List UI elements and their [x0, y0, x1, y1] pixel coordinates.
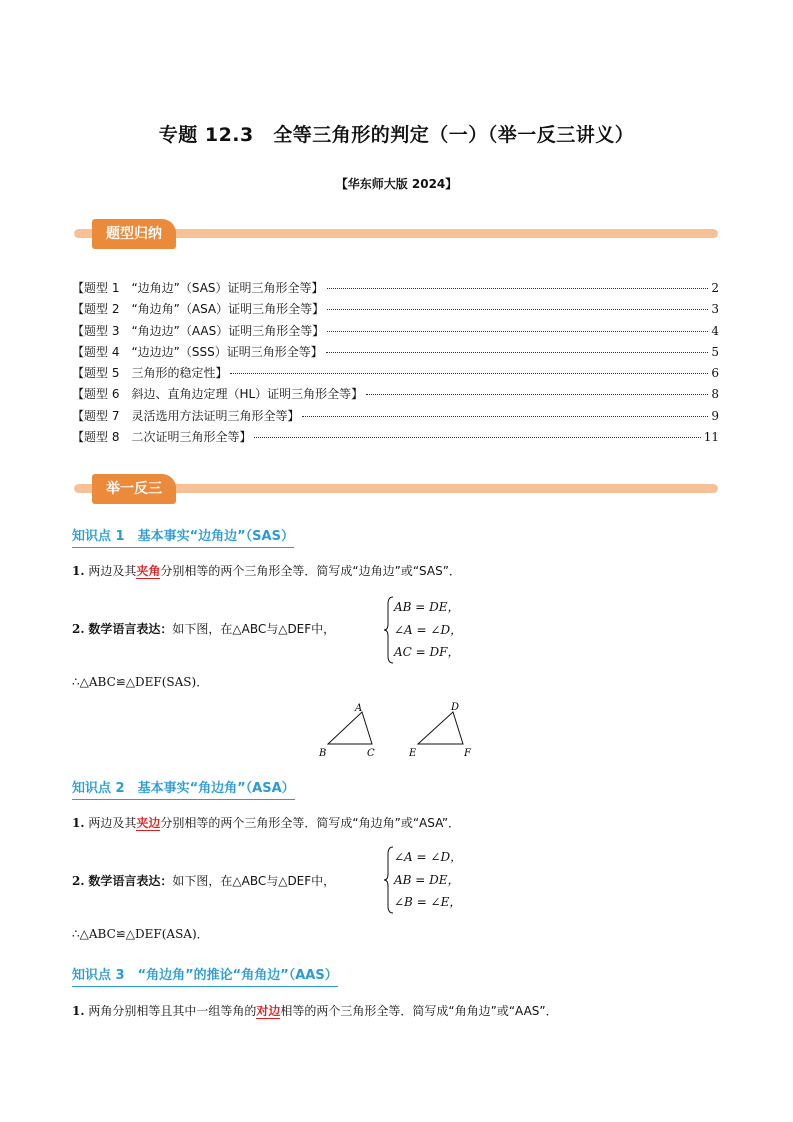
toc-item-label: 【题型 2 “角边角”（ASA）证明三角形全等】	[72, 302, 325, 317]
toc-item-label: 【题型 6 斜边、直角边定理（HL）证明三角形全等】	[72, 387, 364, 402]
toc-leader	[302, 416, 708, 417]
toc-leader	[230, 373, 708, 374]
toc-leader	[326, 352, 709, 353]
knowledge-point-heading: 知识点 3 “角边角”的推论“角角边”（AAS）	[72, 964, 338, 987]
highlight-keyword: 夹边	[136, 816, 161, 830]
triangle-def	[408, 702, 472, 759]
brace-icon	[384, 846, 394, 914]
vertex-label: D	[451, 702, 460, 713]
toc-leader	[254, 437, 700, 438]
toc-leader	[327, 331, 708, 332]
toc-page-number: 4	[711, 323, 719, 338]
toc-page-number: 5	[711, 344, 719, 359]
toc-page-number: 3	[711, 302, 719, 317]
math-intro: 如下图，在△ABC与△DEF中，	[172, 874, 336, 888]
vertex-label: B	[319, 748, 327, 759]
vertex-label: F	[464, 748, 471, 759]
toc-item[interactable]	[72, 407, 719, 428]
section-banner-toc: 题型归纳	[92, 219, 176, 249]
toc-leader	[327, 309, 708, 310]
table-of-contents	[72, 279, 719, 449]
condition-line: ∠A = ∠D，	[394, 622, 463, 637]
text-segment: 分别相等的两个三角形全等．简写成“角边角”或“ASA”．	[160, 816, 461, 830]
vertex-label: A	[355, 703, 363, 714]
toc-item-label: 【题型 4 “边边边”（SSS）证明三角形全等】	[72, 344, 323, 359]
condition-line: AB = DE，	[394, 872, 460, 887]
toc-page-number: 11	[703, 430, 719, 445]
toc-page-number: 9	[711, 408, 719, 423]
kp2-conclusion: ∴△ABC≌△DEF(ASA)．	[72, 927, 209, 941]
text-segment: 两边及其	[88, 564, 137, 578]
condition-system	[384, 596, 462, 664]
math-intro: 如下图，在△ABC与△DEF中，	[172, 622, 336, 636]
condition-line: AC = DF，	[394, 645, 460, 659]
vertex-label: E	[409, 748, 417, 759]
toc-page-number: 6	[711, 366, 719, 381]
toc-item[interactable]	[72, 385, 719, 406]
section-banner-main: 举一反三	[92, 474, 176, 504]
toc-leader	[366, 394, 708, 395]
kp1-math-expression	[72, 620, 335, 637]
paragraph-number: 2.	[72, 622, 85, 636]
kp1-conclusion: ∴△ABC≌△DEF(SAS)．	[72, 675, 209, 689]
toc-item-label: 【题型 3 “角边边”（AAS）证明三角形全等】	[72, 323, 325, 338]
page-title: 专题 12.3 全等三角形的判定（一）（举一反三讲义）	[158, 124, 635, 146]
toc-page-number: 8	[711, 387, 719, 402]
triangle-abc	[318, 703, 375, 759]
condition-line: ∠A = ∠D，	[394, 850, 463, 864]
toc-page-number: 2	[711, 281, 719, 295]
toc-item-label: 【题型 1 “边角边”（SAS）证明三角形全等】	[72, 281, 324, 295]
toc-item-label: 【题型 8 二次证明三角形全等】	[72, 430, 252, 445]
condition-line: AB = DE，	[394, 600, 460, 614]
brace-icon	[384, 596, 394, 664]
highlight-keyword: 对边	[256, 1004, 281, 1018]
edition-subtitle: 【华东师大版 2024】	[335, 177, 458, 191]
knowledge-point-heading: 知识点 2 基本事实“角边角”（ASA）	[72, 777, 295, 800]
toc-item[interactable]	[72, 364, 719, 385]
text-segment: 两角分别相等且其中一组等角的	[88, 1004, 257, 1018]
kp3-definition	[72, 1002, 558, 1019]
toc-item-label: 【题型 7 灵活选用方法证明三角形全等】	[72, 408, 300, 423]
text-segment: 两边及其	[88, 816, 137, 830]
toc-item[interactable]	[72, 322, 719, 343]
paragraph-number: 1.	[72, 816, 85, 830]
math-label: 数学语言表达：	[88, 622, 173, 636]
toc-item[interactable]	[72, 279, 719, 300]
toc-item-label: 【题型 5 三角形的稳定性】	[72, 366, 228, 381]
condition-line: ∠B = ∠E，	[394, 895, 462, 909]
math-label: 数学语言表达：	[88, 874, 173, 888]
kp1-definition	[72, 562, 461, 579]
kp2-definition	[72, 814, 460, 831]
paragraph-number: 2.	[72, 874, 85, 888]
vertex-label: C	[367, 748, 375, 759]
highlight-keyword: 夹角	[136, 564, 161, 578]
condition-system	[384, 846, 462, 914]
toc-leader	[327, 288, 709, 289]
kp2-math-expression	[72, 872, 335, 889]
triangle-figure	[315, 700, 485, 762]
toc-item[interactable]	[72, 343, 719, 364]
knowledge-point-heading: 知识点 1 基本事实“边角边”（SAS）	[72, 525, 294, 548]
toc-item[interactable]	[72, 300, 719, 321]
paragraph-number: 1.	[72, 1004, 85, 1018]
paragraph-number: 1.	[72, 564, 85, 578]
toc-item[interactable]	[72, 428, 719, 449]
text-segment: 分别相等的两个三角形全等．简写成“边角边”或“SAS”．	[160, 564, 461, 578]
text-segment: 相等的两个三角形全等．简写成“角角边”或“AAS”．	[280, 1004, 558, 1018]
